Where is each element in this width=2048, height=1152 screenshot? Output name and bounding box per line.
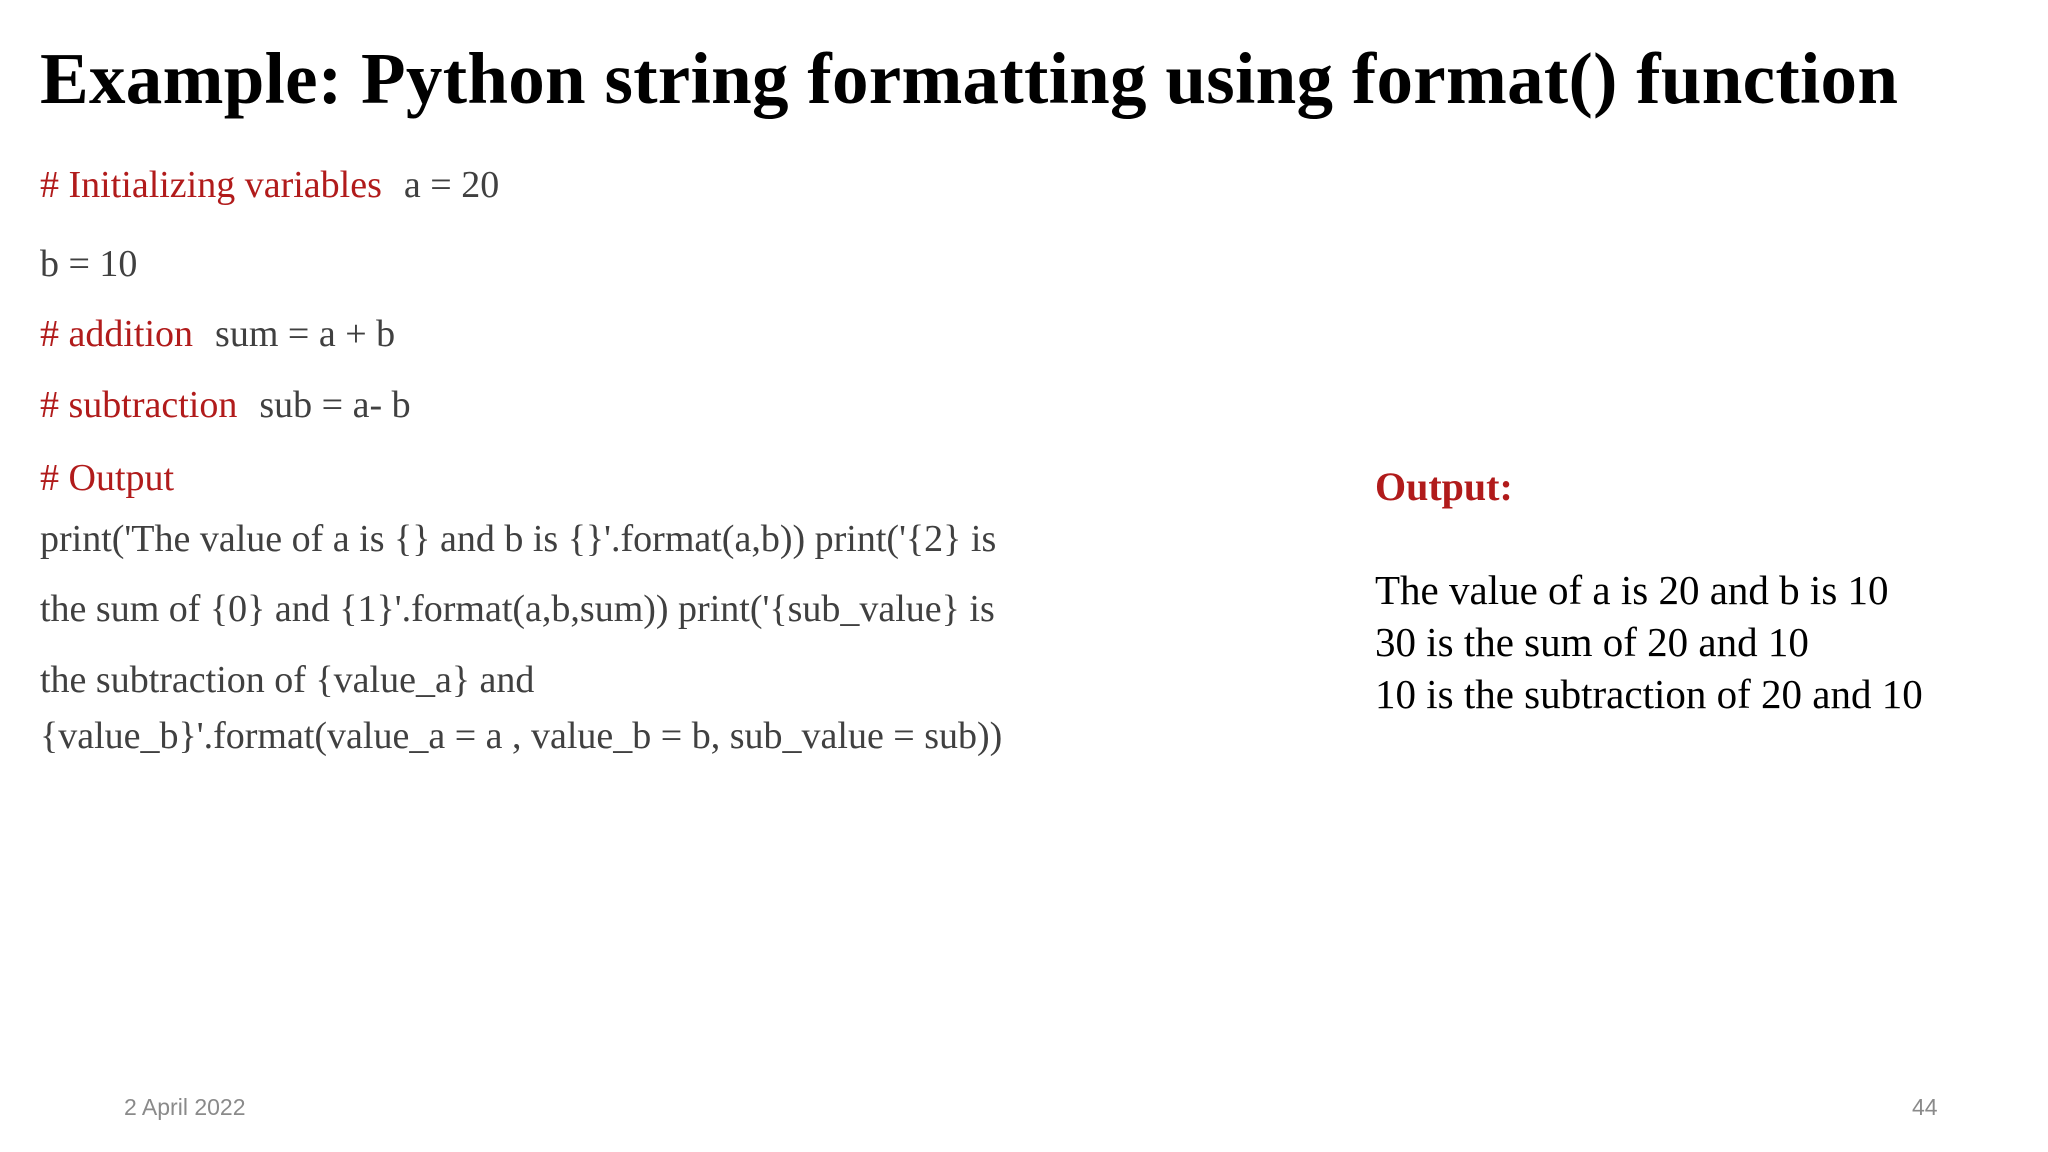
page-number: 44 (1912, 1094, 1938, 1120)
code-statement: b = 10 (40, 243, 138, 285)
code-line-9 (40, 713, 1002, 759)
code-line-2 (40, 241, 137, 287)
output-line-1: The value of a is 20 and b is 10 (1375, 567, 1889, 613)
code-statement: a = 20 (403, 164, 500, 206)
code-line-4 (40, 382, 411, 428)
code-line-1 (40, 162, 499, 208)
code-line-5 (40, 455, 174, 501)
code-comment: # Initializing variables (40, 164, 382, 206)
code-line-6 (40, 516, 996, 562)
code-comment: # addition (40, 313, 194, 355)
code-line-7 (40, 586, 995, 632)
output-line-2: 30 is the sum of 20 and 10 (1375, 619, 1809, 665)
code-line-8 (40, 657, 534, 703)
output-line-3: 10 is the subtraction of 20 and 10 (1375, 671, 1923, 717)
slide-title: Example: Python string formatting using format() function (40, 38, 1899, 119)
code-statement: the sum of {0} and {1}'.format(a,b,sum)) print('{sub_value} is (40, 588, 995, 630)
output-heading: Output: (1375, 464, 1513, 509)
code-statement: {value_b}'.format(value_a = a , value_b = b, sub_value = sub)) (40, 715, 1003, 757)
code-statement: the subtraction of {value_a} and (40, 659, 535, 701)
code-statement: print('The value of a is {} and b is {}'.format(a,b)) print('{2} is (40, 518, 997, 560)
code-line-3 (40, 311, 395, 357)
footer-date: 2 April 2022 (124, 1094, 246, 1120)
code-statement: sub = a- b (259, 384, 411, 426)
code-comment: # Output (40, 457, 175, 499)
code-comment: # subtraction (40, 384, 238, 426)
code-statement: sum = a + b (215, 313, 396, 355)
